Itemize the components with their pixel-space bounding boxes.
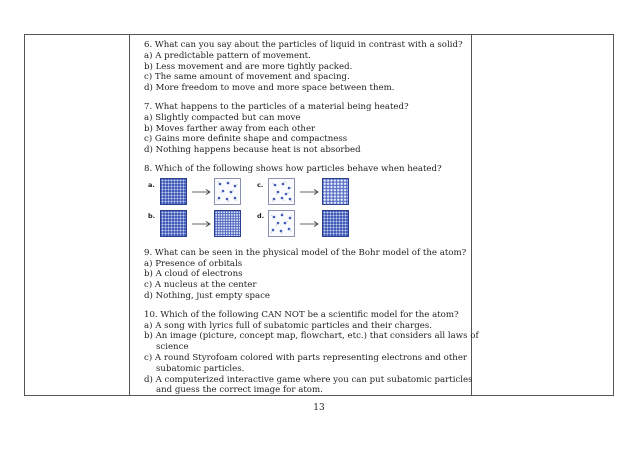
figure-label-c: c. xyxy=(257,180,264,189)
question-8: 8. Which of the following shows how particles behave when heated? xyxy=(144,163,442,174)
solid-particles-box-a xyxy=(160,178,187,205)
question-10-option-b: b) An image (picture, concept map, flowchart, etc.) that considers all laws of xyxy=(144,331,479,342)
question-10-option-a: a) A song with lyrics full of subatomic particles and their charges. xyxy=(144,320,432,331)
arrow-icon xyxy=(300,220,320,228)
spread-particles-box-d xyxy=(268,210,295,237)
question-9-option-a: a) Presence of orbitals xyxy=(144,258,243,269)
question-7-option-a: a) Slightly compacted but can move xyxy=(144,112,301,123)
arrow-icon xyxy=(192,188,212,196)
spread-particles-box-a xyxy=(214,178,241,205)
page-number: 13 xyxy=(313,403,325,413)
question-7-option-d: d) Nothing happens because heat is not absorbed xyxy=(144,145,361,156)
question-10: 10. Which of the following CAN NOT be a scientific model for the atom? xyxy=(144,309,459,320)
solid-particles-box-b xyxy=(160,210,187,237)
spread-particles-box-c xyxy=(268,178,295,205)
question-6-option-a: a) A predictable pattern of movement. xyxy=(144,50,311,61)
arrow-icon xyxy=(300,188,320,196)
solid-particles-box-d xyxy=(322,210,349,237)
figure-label-b: b. xyxy=(148,211,156,220)
question-9-option-d: d) Nothing, just empty space xyxy=(144,290,271,301)
table-column-divider-left xyxy=(129,34,130,396)
question-10-option-d: d) A computerized interactive game where you can put subatomic particles xyxy=(144,374,473,385)
question-10-option-c-continued: subatomic particles. xyxy=(156,363,245,374)
particle-heating-figure xyxy=(144,178,474,240)
question-7: 7. What happens to the particles of a material being heated? xyxy=(144,101,409,112)
question-6-option-d: d) More freedom to move and more space between them. xyxy=(144,83,395,94)
question-10-option-b-continued: science xyxy=(156,342,189,353)
question-10-option-c: c) A round Styrofoam colored with parts representing electrons and other xyxy=(144,352,468,363)
figure-label-d: d. xyxy=(257,211,265,220)
question-9: 9. What can be seen in the physical model of the Bohr model of the atom? xyxy=(144,247,467,258)
figure-label-a: a. xyxy=(148,180,155,189)
solid-particles-box-b-after xyxy=(214,210,241,237)
arrow-icon xyxy=(192,220,212,228)
question-9-option-c: c) A nucleus at the center xyxy=(144,280,257,291)
question-6-option-b: b) Less movement and are more tightly packed. xyxy=(144,61,353,72)
question-9-option-b: b) A cloud of electrons xyxy=(144,269,243,280)
question-6: 6. What can you say about the particles of liquid in contrast with a solid? xyxy=(144,40,463,50)
question-10-option-d-continued: and guess the correct image for atom. xyxy=(156,385,323,396)
question-7-option-c: c) Gains more definite shape and compactness xyxy=(144,134,348,145)
questions-column xyxy=(144,40,479,396)
dense-particles-box-c xyxy=(322,178,349,205)
question-6-option-c: c) The same amount of movement and spacing. xyxy=(144,72,350,83)
question-7-option-b: b) Moves farther away from each other xyxy=(144,123,316,134)
